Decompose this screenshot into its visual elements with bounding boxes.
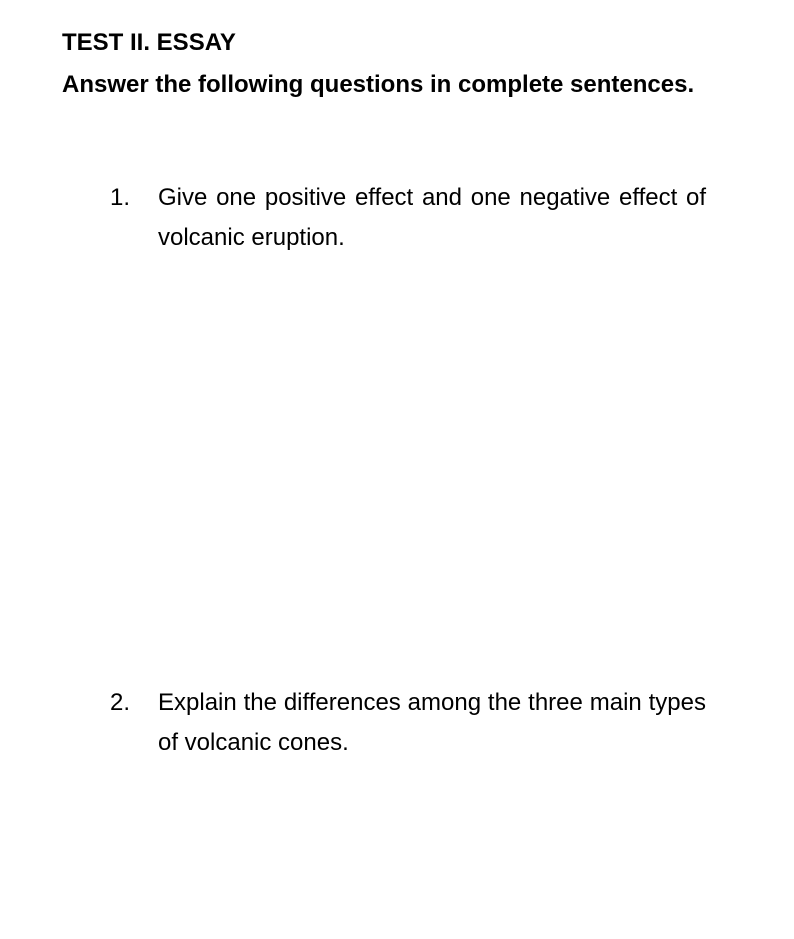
- question-item: [110, 683, 706, 763]
- question-number: 1.: [110, 184, 131, 211]
- instructions-text: Answer the following questions in complete sentences.: [62, 71, 695, 98]
- test-title: TEST II. ESSAY: [62, 29, 236, 56]
- question-text: Explain the differences among the three main types of volcanic cones.: [158, 689, 706, 756]
- question-item: [110, 178, 706, 258]
- question-text: Give one positive effect and one negative effect of volcanic eruption.: [158, 184, 706, 251]
- question-number: 2.: [110, 689, 131, 716]
